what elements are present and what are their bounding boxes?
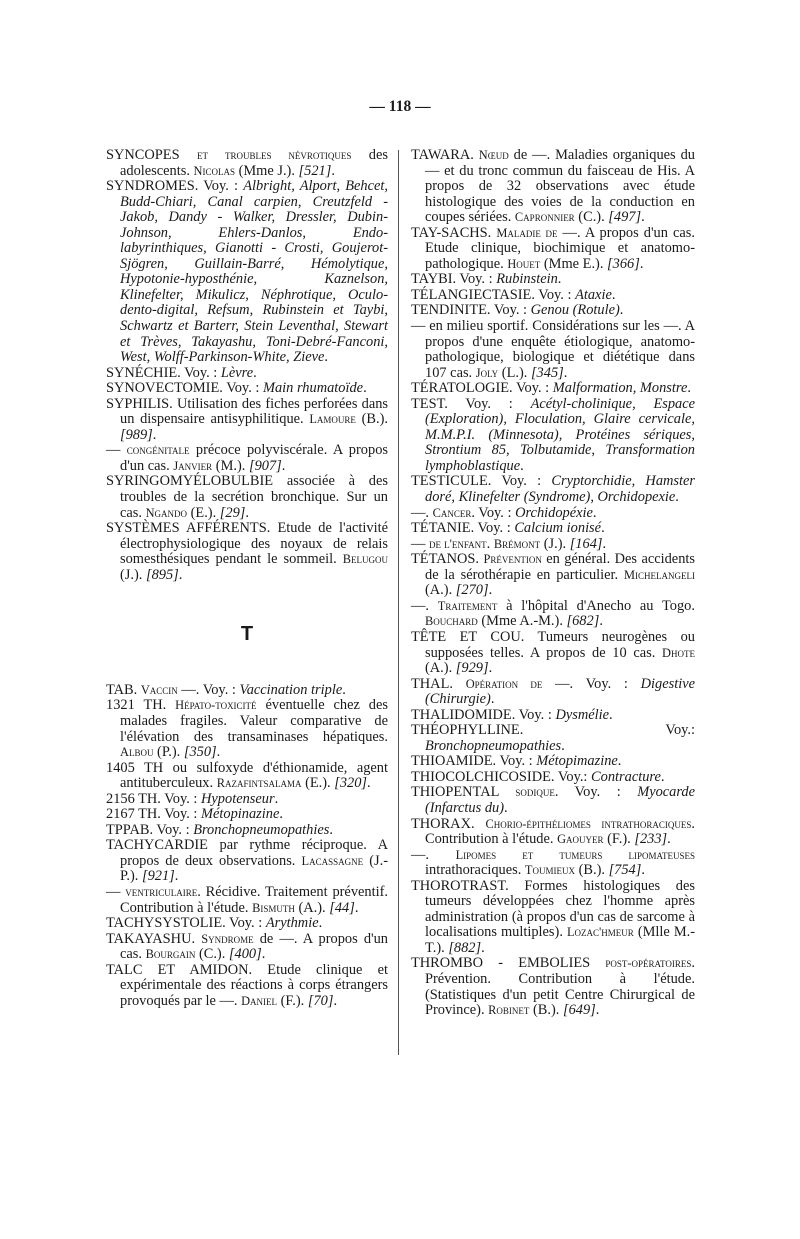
index-entry [106,792,388,808]
italic-text: Rubinstein [496,271,558,288]
section-letter: T [240,623,254,646]
index-entry [106,521,388,583]
entry-text: (E.). [301,775,335,792]
entry-text: —. Voy. : [177,681,240,698]
entry-text: —. [411,846,456,863]
index-entry [411,474,695,505]
entry-text: — [106,442,127,459]
entry-text: . [592,504,597,521]
left-column [106,148,388,1009]
entry-text: . [641,862,645,879]
entry-text: TÉRATOLOGIE. Voy. : [411,380,553,397]
entry-text: TESTICULE. Voy. : [411,473,552,490]
entry-text: intrathoraciques. [425,862,525,879]
entry-text: . [490,691,495,708]
italic-text: Bronchopneumopathies [425,737,562,754]
small-caps-text: Michelangeli [623,567,695,582]
entry-text: . [245,504,249,521]
index-entry [106,698,388,760]
entry-text: THIOCOLCHICOSIDE. Voy.: [411,768,592,785]
italic-text: Main rhumatoïde [262,380,364,397]
index-entry [411,552,695,599]
italic-text: [233] [634,831,668,848]
small-caps-text: Nicolas [193,163,235,178]
entry-text: — [411,535,429,552]
small-caps-text: post-opératoires [605,956,692,971]
entry-text: SYRINGOMYÉLOBULBIE associée à des troubles de la secrétion bronchique. Sur un cas. [106,473,388,521]
entry-text: (Mme E.). [540,255,608,272]
entry-text: . Voy. : [554,784,638,801]
entry-text: (L.). [498,364,531,381]
entry-text: SYNDROMES. Voy. : [106,178,244,195]
small-caps-text: Syndrome [201,931,254,946]
entry-text: . [216,744,221,761]
entry-text: SYNÉCHIE. Voy. : [106,364,221,381]
small-caps-text: Bouchard [425,614,478,629]
entry-text: — en milieu sportif. Considérations sur les —. A propos d'une enquête étiologique, anatomo-pathologique, biologique et diététique dans 107 cas. [411,318,695,381]
index-entry [106,807,388,823]
italic-text: [497] [608,209,642,226]
small-caps-text: Opération de [465,676,543,691]
entry-text: THÉOPHYLLINE. Voy.: [411,722,695,739]
small-caps-text: ventriculaire [125,884,198,899]
entry-text: THORAX. [411,815,486,832]
entry-text: . Voy. : [471,504,516,521]
small-caps-text: Albou [120,745,154,760]
small-caps-text: Chorio-épithéliomes intrathoraciques [485,816,692,831]
small-caps-text: Maladie de [496,225,558,240]
entry-text: 1405 TH ou sulfoxyde d'éthionamide, agent antituberculeux. [106,759,388,792]
page-number: — 118 — [369,98,431,115]
entry-text: . Contribution à l'étude. [425,815,695,848]
small-caps-text: Ngando [145,505,188,520]
italic-text: [320] [334,775,368,792]
entry-text: . [333,992,338,1009]
entry-text: . [660,768,665,785]
entry-text: . [152,426,157,443]
small-caps-text: Joly [475,365,499,380]
index-entry [106,381,388,397]
italic-text: [895] [145,566,179,583]
entry-text: . [324,349,328,366]
entry-text: en général. Des accidents de la sérothérapie en particulier. [425,551,695,583]
index-entry [411,148,695,226]
small-caps-text: Gaouyer [557,832,604,847]
italic-text: Acétyl-cholinique, Espace (Exploration), Floculation, Glaire cervicale, M.M.P.I. (Minnesota), Protéines sériques, Strontium 85, Tolbutamide, Transformation lymphoblastique [425,395,695,474]
entry-text: TEST. Voy. : [411,395,531,412]
small-caps-text: Capronnier [514,210,575,225]
entry-text: TÉLANGIECTASIE. Voy. : [411,286,576,303]
entry-text: . [281,457,286,474]
entry-text: (Mme A.-M.). [477,613,567,630]
small-caps-text: congénitale [126,443,190,458]
small-caps-text: Lozac'hmeur [566,925,634,940]
right-column [411,148,695,1019]
entry-text: SYNOVECTOMIE. Voy. : [106,380,263,397]
italic-text: Myocarde (Infarctus du) [425,784,696,816]
index-entry [411,226,695,273]
left-entries-t [106,683,388,1009]
index-entry [106,823,388,839]
index-entry [106,366,388,382]
entry-text: (B.). [529,1002,563,1019]
italic-text: [882] [448,939,482,956]
entry-text: . [601,520,605,537]
italic-text: Hypotenseur [201,790,275,807]
italic-text: [989] [120,426,153,443]
entry-text: à l'hôpital d'Anecho au Togo. [497,597,695,614]
entry-text: TAKAYASHU. [106,930,202,947]
entry-text: . [639,255,644,272]
entry-text: . [342,681,346,698]
entry-text: — [106,883,126,900]
italic-text: [929] [455,660,489,677]
entry-text: —. A propos d'un cas. Etude clinique, biochimique et anatomo-pathologique. [425,224,695,272]
entry-text: (A.). [294,899,330,916]
entry-text: (A.). [425,582,456,599]
italic-text: Contracture [591,768,661,785]
entry-text: TÉTANIE. Voy. : [411,520,515,537]
small-caps-text: Prévention [483,552,542,567]
index-entry [411,303,695,319]
entry-text: . [274,790,279,807]
entry-text: THAL. [411,675,466,692]
index-entry [411,599,695,630]
index-entry [106,838,388,885]
entry-text: (C.). [574,209,609,226]
italic-text: Métopimazine [536,753,618,770]
italic-text: [754] [608,862,642,879]
entry-text: . [488,582,493,599]
entry-text: (B.). [574,862,609,879]
entry-text: . [563,364,568,381]
index-entry [411,506,695,522]
index-entry [411,754,695,770]
italic-text: [345] [530,364,564,381]
entry-text: . [608,706,613,723]
index-entry [411,770,695,786]
entry-text: THIOPENTAL [411,784,516,801]
entry-text: de —. A propos d'un cas. [120,930,388,963]
index-entry [411,723,695,754]
entry-text: . [318,915,323,932]
entry-text: (F.). [603,831,635,848]
entry-text: (A.). [425,660,456,677]
entry-text: . [329,821,333,838]
entry-text: TAY-SACHS. [411,224,497,241]
entry-text: éventuelle chez des malades fragiles. Valeur comparative de l'élévation des transaminases hépatiques. [120,697,388,745]
entry-text: . [611,286,616,303]
small-caps-text: Daniel [241,993,278,1008]
small-caps-text: Hépato-toxicité [175,698,257,713]
entry-text: . [641,209,645,226]
entry-text: (B.). [355,411,388,428]
entry-text: 1321 TH. [106,697,176,714]
index-entry [411,397,695,475]
entry-text: SYNCOPES [106,147,198,163]
index-entry [411,381,695,397]
small-caps-text: Belugou [342,552,388,567]
entry-text: TAB. [106,681,141,698]
italic-text: Métopinazine [201,806,280,823]
entry-text: THROMBO - EMBOLIES [411,955,606,972]
index-entry [411,848,695,879]
entry-text: THALIDOMIDE. Voy. : [411,706,556,723]
italic-text: [270] [455,582,489,599]
italic-text: Ataxie [575,286,612,303]
small-caps-text: sodique [515,785,555,800]
entry-text: —. Voy. : [542,675,641,692]
entry-text: des adolescents. [120,147,388,179]
index-entry [411,956,695,1018]
small-caps-text: Bismuth [252,900,295,915]
italic-text: Calcium ionisé [514,520,602,537]
entry-text: 2156 TH. Voy. : [106,790,202,807]
italic-text: Digestive (Chirurgie) [425,675,695,708]
entry-text: (J.-P.). [120,852,388,885]
entry-text: . [617,753,622,770]
column-divider [398,150,399,1055]
italic-text: [907] [248,457,282,474]
entry-text: —. [411,597,438,614]
italic-text: [649] [563,1002,596,1019]
italic-text: [29] [219,504,246,521]
italic-text: [164] [569,535,603,552]
italic-text: [70] [307,992,334,1009]
small-caps-text: Houet [507,256,541,271]
entry-text: . [174,868,179,885]
italic-text: [921] [142,868,175,885]
entry-text: TACHYSYSTOLIE. Voy. : [106,915,266,932]
entry-text: . [261,946,266,963]
entry-text: (J.). [120,566,146,583]
index-entry [411,272,695,288]
index-entry [411,521,695,537]
entry-text: (Mme J.). [234,162,299,179]
entry-text: TALC ET AMIDON. Etude clinique et expérimentale des réactions à corps étrangers provoqués par le —. [106,961,388,1009]
small-caps-text: Razafintsalama [216,776,302,791]
small-caps-text: Robinet [488,1003,530,1018]
entry-text: . Prévention. Contribution à l'étude. (Statistiques d'un petit Centre Chirurgical de Province). [425,955,695,1019]
index-entry [106,179,388,366]
entry-text: . [331,162,335,179]
index-entry [106,932,388,963]
entry-text: . [279,806,283,823]
index-entry [411,319,695,381]
index-entry [106,683,388,699]
small-caps-text: Brémont [493,536,541,551]
small-caps-text: Traitement [437,598,498,613]
small-caps-text: Bourgain [145,947,196,962]
italic-text: Lèvre [220,364,254,381]
entry-text: . [595,1002,600,1019]
index-entry [411,288,695,304]
italic-text: Bronchopneumopathies [193,821,330,838]
entry-text: TAYBI. Voy. : [411,271,497,288]
small-caps-text: Nœud [478,148,509,162]
italic-text: Dysmélie [555,706,609,723]
small-caps-text: Lacassagne [301,853,364,868]
entry-text: . [520,457,524,474]
index-entry [411,537,695,553]
entry-text: . [599,613,603,630]
index-entry [411,879,695,957]
index-entry [106,916,388,932]
entry-text: TPPAB. Voy. : [106,821,194,838]
entry-text: (Mlle M.-T.). [425,924,696,956]
italic-text: [350] [183,744,217,761]
entry-text: . [687,380,691,397]
entry-text: . Récidive. Traitement préventif. Contribution à l'étude. [120,883,388,916]
italic-text: [44] [329,899,355,916]
entry-text: TÉTANOS. [411,551,484,568]
index-entry [411,677,695,708]
entry-text: . [367,775,371,792]
small-caps-text: Cancer [432,505,472,520]
entry-text: . [253,364,257,381]
small-caps-text: Dhote [662,645,695,660]
italic-text: [682] [566,613,600,630]
entry-text: 2167 TH. Voy. : [106,806,202,823]
entry-text: . [561,737,565,754]
entry-text: . [667,831,671,848]
entry-text: . [486,535,494,552]
index-entry [411,630,695,677]
entry-text: TACHYCARDIE par rythme réciproque. A propos de deux observations. [106,837,388,869]
italic-text: Cryptorchidie, Hamster doré, Klinefelter (Syndrome), Orchidopexie [425,473,695,506]
entry-text: TÊTE ET COU. Tumeurs neurogènes ou supposées telles. A propos de 10 cas. [411,628,695,661]
entry-text: . [354,899,359,916]
index-entry [411,785,695,816]
small-caps-text: et troubles névrotiques [197,148,352,162]
index-entry [106,148,388,179]
index-entry [411,817,695,848]
entry-text: . [602,535,607,552]
entry-text: TAWARA. [411,147,479,163]
italic-text: [366] [607,255,640,272]
entry-text: . [504,799,508,816]
entry-text: (M.). [212,457,249,474]
entry-text: THIOAMIDE. Voy. : [411,753,537,770]
entry-text: SYSTÈMES AFFÉRENTS. Etude de l'activité électrophysiologique des noyaux de relais somesthésiques pendant le sommeil. [106,520,388,568]
entry-text: (E.). [187,504,220,521]
entry-text: TENDINITE. Voy. : [411,302,531,319]
italic-text: Vaccination triple [239,681,343,698]
italic-text: Genou (Rotule) [530,302,620,319]
entry-text: (C.). [195,946,229,963]
entry-text: . [488,660,493,677]
entry-text: —. [411,504,433,521]
index-entry [106,397,388,444]
small-caps-text: Janvier [173,458,213,473]
small-caps-text: de l'enfant [429,536,487,551]
entry-text: . [619,302,624,319]
italic-text: [400] [228,946,262,963]
entry-text: . [557,271,562,288]
entry-text: (J.). [540,535,570,552]
small-caps-text: Vaccin [140,682,178,697]
small-caps-text: Lipomes et tumeurs lipomateuses [455,847,695,862]
entry-text: . [363,380,367,397]
entry-text: de —. Maladies organiques du — et du tronc commun du faisceau de His. A propos de 32 observations avec étude histologique des voies de la conduction en coupes sériées. [425,147,695,226]
italic-text: Malformation, Monstre [552,380,688,397]
entry-text: (F.). [277,992,308,1009]
entry-text: précoce polyviscérale. A propos d'un cas. [120,442,388,474]
entry-text: SYPHILIS. Utilisation des fiches perforées dans un dispensaire antisyphilitique. [106,395,388,428]
right-entries [411,148,695,1019]
italic-text: Albright, Alport, Behcet, Budd-Chiari, Canal carpien, Creutzfeld - Jakob, Dandy - Walker, Dressler, Dubin-Johnson, Ehlers-Danlos, Endo-labyrinthiques, Gianotti - Crosti, Goujerot-Sjögren, Guillain-Barré, Hémolytique, Hypotonie-hyposthénie, Kaznelson, Klinefelter, Mikulicz, Néphrotique, Oculo-dento-digital, Refsum, Rubinstein et Taybi, Schwartz et Barterr, Stein Leventhal, Stewart et Trèves, Takayashu, Toni-Debré-Fanconi, West, Wolff-Parkinson-White, Zieve [120,178,388,366]
italic-text: Orchidopéxie [515,504,593,521]
index-entry [106,474,388,521]
italic-text: [521] [298,162,332,179]
index-entry [106,963,388,1010]
left-entries-s [106,148,388,583]
index-entry [411,708,695,724]
entry-text: . [675,489,679,506]
italic-text: Arythmie [265,915,319,932]
entry-text: THOROTRAST. Formes histologiques des tumeurs développées chez l'homme après administration (à propos d'un cas de sarcome à localisations multiples). [411,877,695,941]
entry-text: . [178,566,183,583]
index-entry [106,885,388,916]
index-entry [106,443,388,474]
entry-text: . [481,939,485,956]
small-caps-text: Toumieux [524,863,575,878]
small-caps-text: Lamoure [309,412,356,427]
entry-text: (P.). [153,744,184,761]
index-entry [106,761,388,792]
